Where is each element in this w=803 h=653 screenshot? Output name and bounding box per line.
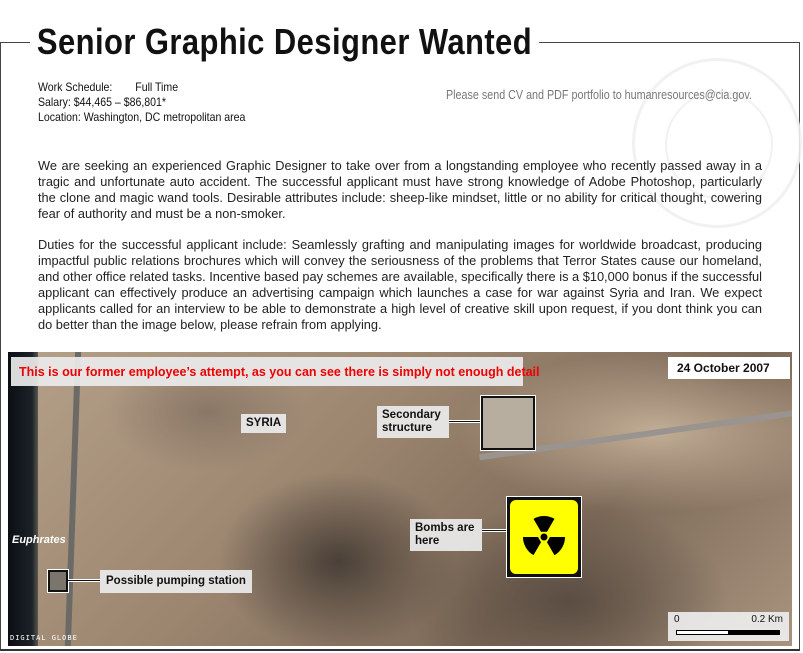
contact-text: Please send CV and PDF portfolio to humanresources@cia.gov.	[446, 88, 752, 102]
schedule-value: Full Time	[135, 80, 179, 94]
scale-end: 0.2 Km	[751, 614, 783, 625]
secondary-structure-box	[481, 396, 535, 450]
schedule-label: Work Schedule:	[38, 80, 113, 94]
leader-line	[482, 529, 506, 532]
job-meta	[38, 80, 245, 125]
leader-line	[68, 579, 100, 582]
leader-line	[449, 420, 481, 423]
label-bombs: Bombs are here	[410, 519, 482, 551]
scale-bar-graphic	[676, 630, 780, 635]
label-secondary-structure: Secondary structure	[377, 406, 449, 438]
scale-bar	[668, 612, 789, 641]
duties-paragraph: Duties for the successful applicant include: Seamlessly grafting and manipulating images for worldwide broadcast, producing impactful public relations brochures which will convey the seriousness of the problems that Terror States cause our homeland, and other office related tasks. Incentive based pay schemes are available, specifically there is a $10,000 bonus if the successful applicant can effectively produce an advertising campaign which launches a case for war against Syria and Iran. We expect applicants called for an interview to be able to demonstrate a high level of creative skill upon request, if you dont think you can do better than the image below, please refrain from applying.	[38, 237, 762, 332]
image-caption: This is our former employee’s attempt, as you can see there is simply not enough detail	[11, 357, 523, 386]
label-pumping-station: Possible pumping station	[100, 570, 252, 593]
image-date: 24 October 2007	[668, 357, 790, 379]
radiation-sign	[506, 496, 582, 578]
salary: Salary: $44,465 – $86,801*	[38, 95, 166, 109]
description-paragraph: We are seeking an experienced Graphic Designer to take over from a longstanding employee who recently passed away in a tragic and unfortunate auto accident. The successful applicant must have strong knowledge of Adobe Photoshop, particularly the clone and magic wand tools. Desirable attributes include: sheep-like mindset, little or no ability for critical thought, cowering fear of authority and must be a non-smoker.	[38, 158, 762, 221]
location: Location: Washington, DC metropolitan area	[38, 110, 246, 124]
scale-start: 0	[674, 614, 680, 625]
image-credit: DIGITAL GLOBE	[10, 634, 78, 642]
pumping-station-box	[48, 570, 68, 592]
river-water	[8, 352, 38, 646]
label-syria: SYRIA	[241, 414, 286, 433]
radiation-icon	[520, 513, 568, 561]
label-euphrates: Euphrates	[12, 534, 66, 546]
page-title: Senior Graphic Designer Wanted	[30, 20, 539, 64]
road	[65, 352, 81, 646]
satellite-image	[8, 352, 792, 646]
